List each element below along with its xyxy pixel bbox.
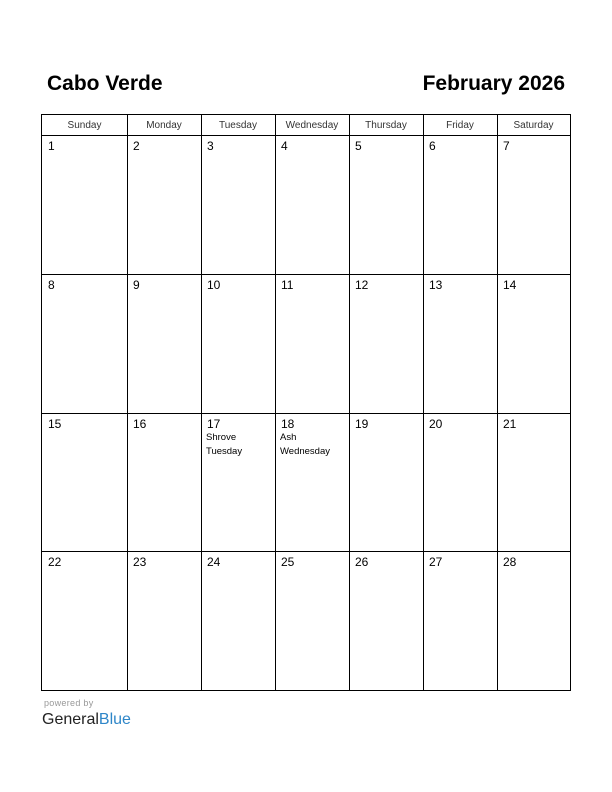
day-number: 20	[429, 416, 443, 431]
day-cell[interactable]	[42, 136, 127, 275]
day-cell[interactable]	[42, 275, 127, 414]
country-title: Cabo Verde	[47, 72, 163, 95]
weekday-4: Wednesday	[285, 120, 339, 131]
day-number: 3	[207, 139, 214, 153]
day-cell[interactable]	[349, 414, 423, 553]
day-number: 28	[503, 555, 517, 570]
weekday-7: Saturday	[513, 120, 554, 131]
powered-by-label: powered by	[44, 698, 94, 708]
day-number: 18	[281, 416, 295, 431]
weekday-1: Sunday	[67, 120, 102, 131]
weekday-2: Monday	[146, 120, 182, 131]
day-cell[interactable]	[275, 552, 349, 691]
day-number: 15	[48, 416, 62, 431]
day-cell[interactable]	[127, 552, 201, 691]
day-cell[interactable]	[497, 552, 570, 691]
holiday-label: Shrove Tuesday	[206, 431, 243, 457]
holiday-label: Ash Wednesday	[280, 431, 330, 457]
day-number: 14	[503, 277, 517, 292]
day-number: 13	[429, 277, 443, 292]
day-cell[interactable]	[127, 414, 201, 553]
month-year-title: February 2026	[422, 72, 565, 95]
calendar-grid	[41, 114, 571, 691]
day-cell[interactable]	[127, 275, 201, 414]
day-cell[interactable]	[201, 275, 275, 414]
day-number: 11	[281, 277, 294, 292]
day-number: 8	[48, 277, 55, 292]
day-number: 4	[281, 139, 288, 153]
day-number: 26	[355, 555, 369, 570]
day-number: 23	[133, 555, 147, 570]
day-number: 25	[281, 555, 295, 570]
day-number: 16	[133, 416, 147, 431]
day-cell[interactable]	[201, 552, 275, 691]
day-cell[interactable]	[497, 136, 570, 275]
day-number: 1	[48, 139, 55, 153]
weekday-3: Tuesday	[219, 120, 257, 131]
weekday-5: Thursday	[365, 120, 407, 131]
day-number: 9	[133, 277, 140, 292]
day-number: 22	[48, 555, 62, 570]
day-cell[interactable]	[201, 414, 275, 553]
logo-blue-text: Blue	[98, 711, 131, 728]
day-cell[interactable]	[201, 136, 275, 275]
day-number: 7	[503, 139, 510, 153]
day-number: 24	[207, 555, 221, 570]
day-cell[interactable]	[127, 136, 201, 275]
day-cell[interactable]	[349, 552, 423, 691]
day-number: 27	[429, 555, 443, 570]
day-number: 19	[355, 416, 369, 431]
day-cell[interactable]	[497, 275, 570, 414]
day-number: 2	[133, 139, 140, 153]
day-cell[interactable]	[42, 552, 127, 691]
day-cell[interactable]	[275, 275, 349, 414]
day-number: 10	[207, 277, 221, 292]
day-cell[interactable]	[497, 414, 570, 553]
weekday-header-row	[42, 115, 570, 136]
day-cell[interactable]	[42, 414, 127, 553]
generalblue-logo[interactable]	[42, 710, 131, 730]
day-cell[interactable]	[349, 275, 423, 414]
day-cell[interactable]	[349, 136, 423, 275]
day-cell[interactable]	[423, 136, 497, 275]
day-number: 17	[207, 416, 221, 431]
day-number: 12	[355, 277, 369, 292]
day-cell[interactable]	[423, 275, 497, 414]
logo-general-text: General	[42, 711, 99, 728]
day-number: 21	[503, 416, 517, 431]
day-cell[interactable]	[423, 552, 497, 691]
day-number: 6	[429, 139, 436, 153]
day-number: 5	[355, 139, 362, 153]
day-cell[interactable]	[275, 136, 349, 275]
weekday-6: Friday	[446, 120, 474, 131]
day-cell[interactable]	[275, 414, 349, 553]
day-cell[interactable]	[423, 414, 497, 553]
